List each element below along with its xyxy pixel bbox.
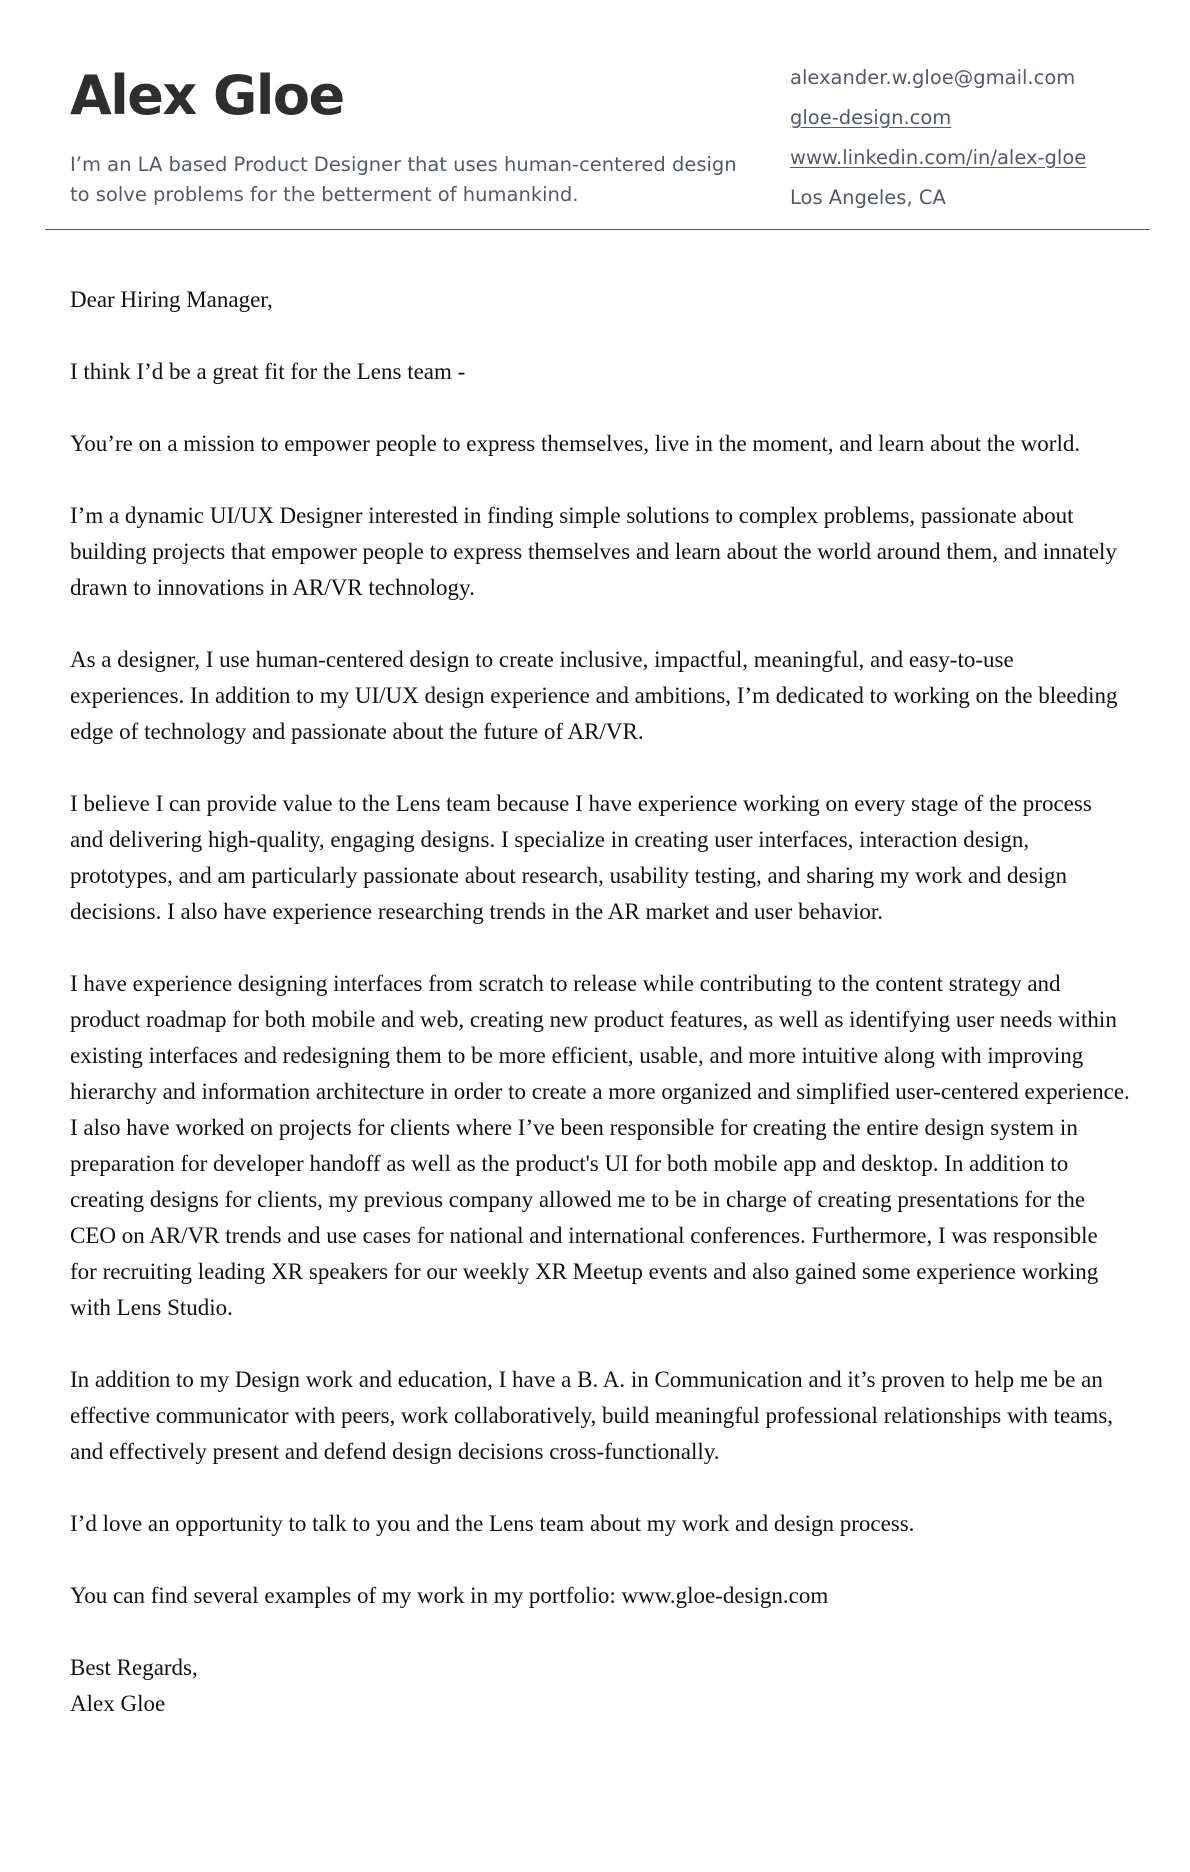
contact-website-text: gloe-design.com [790,106,952,129]
header-divider [45,229,1150,230]
contact-website-link[interactable] [790,98,1170,138]
contact-location [790,178,1170,218]
signature: Alex Gloe [70,1691,166,1716]
letter-paragraph: I’m a dynamic UI/UX Designer interested in finding simple solutions to complex problems, passionate about building projects that empower people to express themselves and learn about the world around them, and innately drawn to innovations in AR/VR technology. [70,503,1117,600]
applicant-name: Alex Gloe [70,64,344,127]
letter-paragraph: I’d love an opportunity to talk to you and the Lens team about my work and design process. [70,1511,915,1536]
letter-paragraph: You’re on a mission to empower people to express themselves, live in the moment, and learn about the world. [70,431,1081,456]
letter-paragraph: You can find several examples of my work in my portfolio: www.gloe-design.com [70,1583,829,1608]
closing: Best Regards, [70,1655,198,1680]
contact-email[interactable] [790,58,1170,98]
letter-body [70,282,1130,1722]
letter-paragraph: In addition to my Design work and education, I have a B. A. in Communication and it’s proven to help me be an effective communicator with peers, work collaboratively, build meaningful professional relationships with teams, and effectively present and defend design decisions cross-functionally. [70,1367,1114,1464]
salutation: Dear Hiring Manager, [70,287,273,312]
contact-linkedin-text: www.linkedin.com/in/alex-gloe [790,146,1087,169]
contact-linkedin-link[interactable] [790,138,1170,178]
letter-paragraph: As a designer, I use human-centered design to create inclusive, impactful, meaningful, and easy-to-use experiences. In addition to my UI/UX design experience and ambitions, I’m dedicated to working on the bleeding edge of technology and passionate about the future of AR/VR. [70,647,1118,744]
letter-paragraph: I believe I can provide value to the Lens team because I have experience working on every stage of the process and delivering high-quality, engaging designs. I specialize in creating user interfaces, interaction design, prototypes, and am particularly passionate about research, usability testing, and sharing my work and design decisions. I also have experience researching trends in the AR market and user behavior. [70,791,1092,924]
letter-paragraph: I have experience designing interfaces from scratch to release while contributing to the content strategy and product roadmap for both mobile and web, creating new product features, as well as identifying user needs within existing interfaces and redesigning them to be more efficient, usable, and more intuitive along with improving hierarchy and information architecture in order to create a more organized and simplified user-centered experience. I also have worked on projects for clients where I’ve been responsible for creating the entire design system in preparation for developer handoff as well as the product's UI for both mobile app and desktop. In addition to creating designs for clients, my previous company allowed me to be in charge of creating presentations for the CEO on AR/VR trends and use cases for national and international conferences. Furthermore, I was responsible for recruiting leading XR speakers for our weekly XR Meetup events and also gained some experience working with Lens Studio. [70,971,1130,1320]
contact-location-text: Los Angeles, CA [790,186,946,209]
letter-header [0,0,1190,230]
applicant-tagline: I’m an LA based Product Designer that uses human-centered design to solve problems for the betterment of humankind. [70,153,737,206]
contact-email-text: alexander.w.gloe@gmail.com [790,66,1076,89]
contact-info [790,58,1170,218]
letter-paragraph: I think I’d be a great fit for the Lens team - [70,359,466,384]
